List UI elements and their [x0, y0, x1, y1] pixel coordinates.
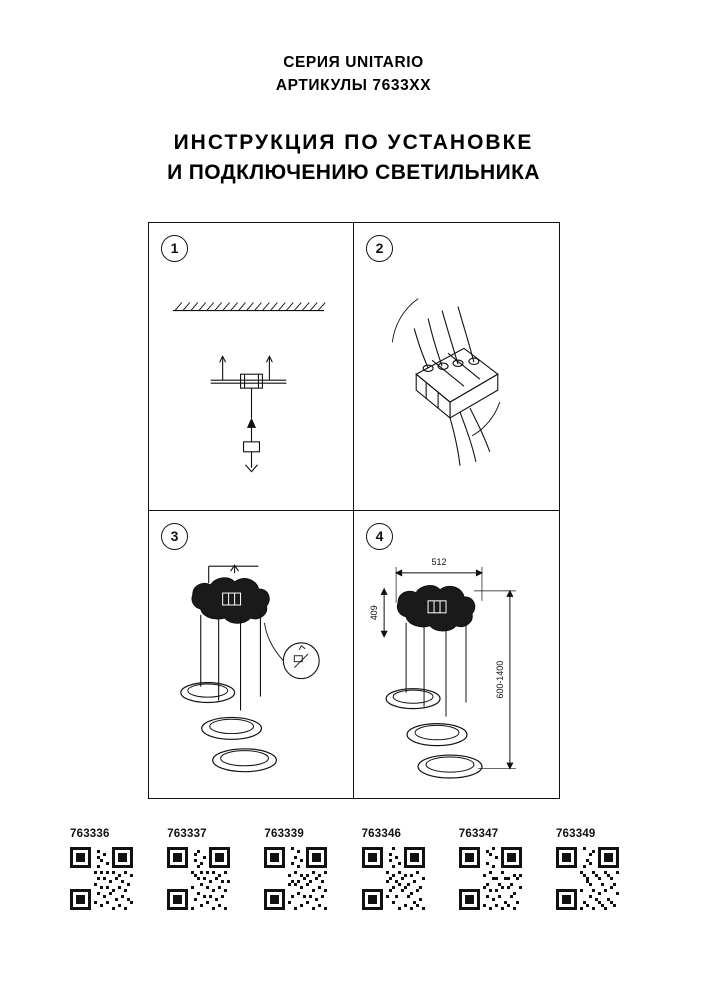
qr-code-image	[264, 847, 327, 910]
step-cell-1	[149, 223, 354, 511]
qr-code-label: 763336	[70, 828, 110, 840]
step-cell-3	[149, 511, 354, 799]
qr-item	[362, 828, 446, 910]
qr-code-image	[556, 847, 619, 910]
qr-code-label: 763349	[555, 828, 596, 840]
title-line-1: ИНСТРУКЦИЯ ПО УСТАНОВКЕ	[173, 131, 534, 154]
step-cell-2	[354, 223, 559, 511]
step-number-2: 2	[366, 235, 393, 262]
series-label: СЕРИЯ UNITARIO	[283, 54, 424, 71]
page-title	[0, 128, 707, 188]
qr-item	[264, 828, 348, 910]
qr-code-label: 763346	[361, 828, 402, 840]
fixture-assembly-diagram	[149, 511, 353, 799]
wiring-terminal-block-diagram	[354, 223, 559, 510]
step-number-1: 1	[161, 235, 188, 262]
dimension-width-value: 512	[431, 556, 447, 567]
dimension-suspension-value: 600-1400	[494, 660, 505, 699]
dimension-height-value: 409	[369, 604, 380, 620]
qr-item	[70, 828, 154, 910]
qr-item	[459, 828, 543, 910]
step-cell-4	[354, 511, 559, 799]
step-number-4: 4	[366, 523, 393, 550]
qr-item	[167, 828, 251, 910]
header	[0, 52, 707, 98]
qr-code-image	[459, 847, 522, 910]
ceiling-mounting-plate-diagram	[149, 223, 353, 510]
qr-item	[556, 828, 640, 910]
dimensions-diagram	[354, 511, 559, 799]
instruction-grid	[148, 222, 560, 799]
articles-label: АРТИКУЛЫ 7633XX	[275, 77, 432, 94]
title-line-2: И ПОДКЛЮЧЕНИЮ СВЕТИЛЬНИКА	[167, 161, 540, 184]
qr-code-label: 763347	[458, 828, 499, 840]
qr-code-image	[167, 847, 230, 910]
step-number-3: 3	[161, 523, 188, 550]
qr-code-image	[70, 847, 133, 910]
qr-code-label: 763339	[264, 828, 304, 840]
qr-code-row	[70, 828, 640, 910]
qr-code-label: 763337	[167, 828, 207, 840]
qr-code-image	[362, 847, 425, 910]
